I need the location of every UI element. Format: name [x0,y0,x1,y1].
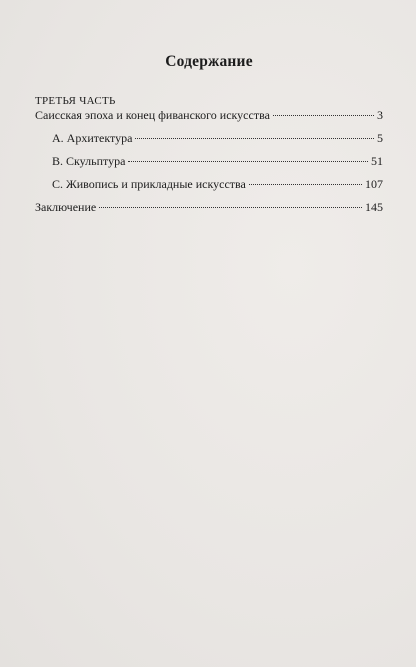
toc-entry-label: C. Живопись и прикладные искусства [52,177,246,191]
toc-entry-sculpture[interactable] [35,154,383,168]
toc-entry-page: 3 [377,108,383,122]
toc-entry-label: B. Скульптура [52,154,126,168]
toc-entry-label: Саисская эпоха и конец фиванского искусства [35,108,270,122]
toc-entry-saite-era[interactable] [35,108,383,122]
toc-entry-page: 107 [365,177,383,191]
toc-entry-painting[interactable] [35,177,383,191]
table-of-contents [35,52,383,214]
toc-entry-page: 5 [377,131,383,145]
toc-entry-page: 145 [365,200,383,214]
toc-entry-page: 51 [371,154,383,168]
dot-leader [128,161,368,162]
part-heading: ТРЕТЬЯ ЧАСТЬ [35,95,116,107]
dot-leader [135,138,374,139]
page-title: Содержание [165,53,253,70]
toc-entry-label: A. Архитектура [52,131,133,145]
dot-leader [273,115,374,116]
dot-leader [249,184,362,185]
toc-entry-architecture[interactable] [35,131,383,145]
toc-entry-conclusion[interactable] [35,200,383,214]
dot-leader [99,207,362,208]
toc-entry-label: Заключение [35,200,97,214]
